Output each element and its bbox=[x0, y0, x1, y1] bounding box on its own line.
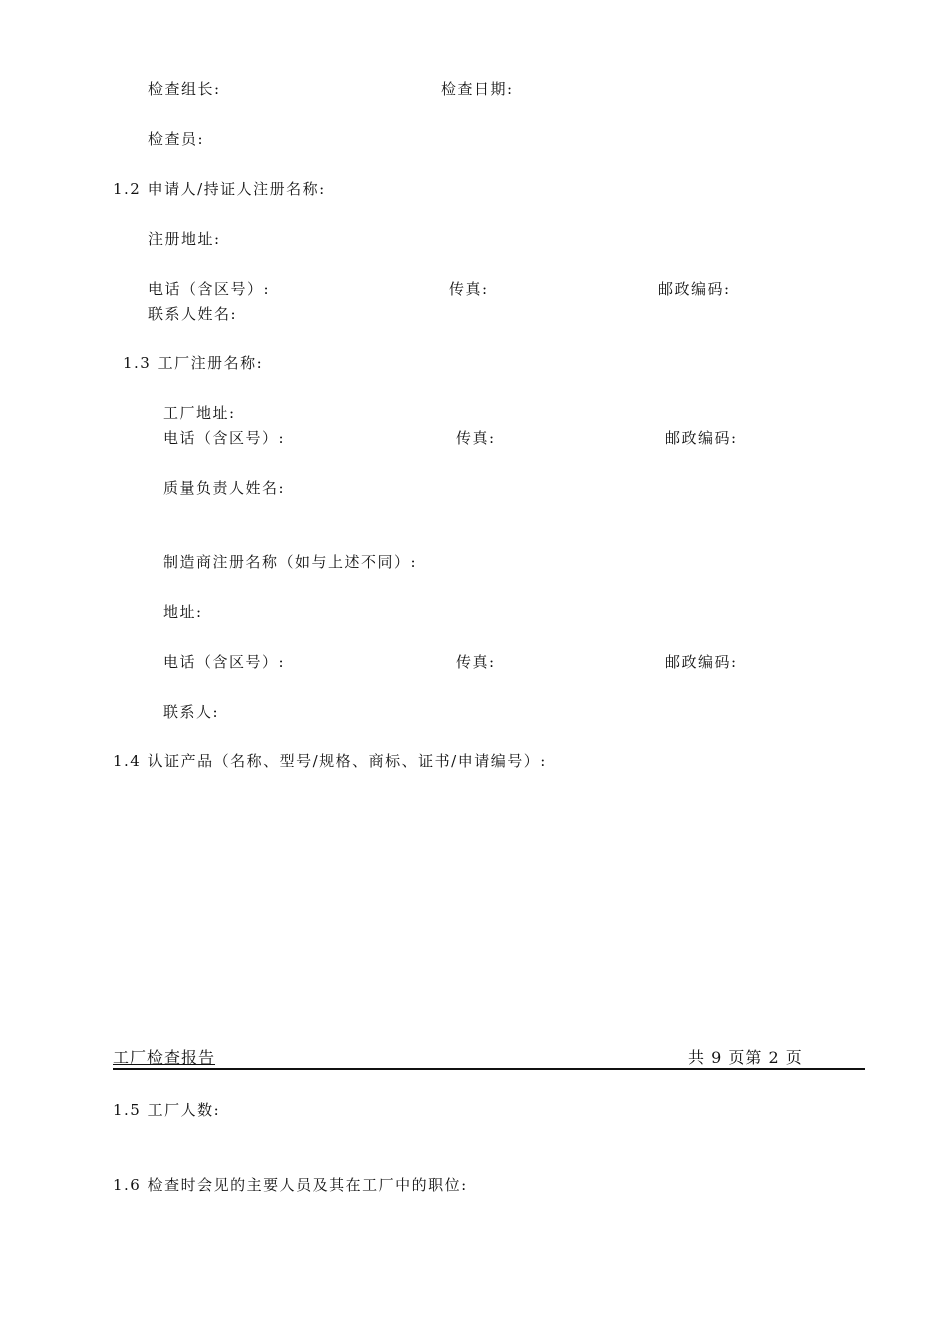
applicant-fax-label: 传真: bbox=[449, 280, 489, 298]
factory-address-label: 工厂地址: bbox=[163, 404, 236, 422]
manufacturer-heading: 制造商注册名称（如与上述不同）: bbox=[163, 553, 418, 571]
applicant-postcode-label: 邮政编码: bbox=[658, 280, 731, 298]
headcount-heading: 1.5 工厂人数: bbox=[113, 1101, 221, 1119]
inspection-leader-label: 检查组长: bbox=[148, 80, 221, 98]
report-title: 工厂检查报告 bbox=[113, 1048, 216, 1067]
page-header bbox=[113, 1046, 865, 1070]
manufacturer-contact-label: 联系人: bbox=[163, 703, 220, 721]
page-number: 共 9 页第 2 页 bbox=[688, 1048, 803, 1067]
manufacturer-phone-label: 电话（含区号）: bbox=[163, 653, 286, 671]
applicant-phone-label: 电话（含区号）: bbox=[148, 280, 271, 298]
product-heading: 1.4 认证产品（名称、型号/规格、商标、证书/申请编号）: bbox=[113, 752, 547, 770]
factory-fax-label: 传真: bbox=[456, 429, 496, 447]
manufacturer-fax-label: 传真: bbox=[456, 653, 496, 671]
factory-phone-label: 电话（含区号）: bbox=[163, 429, 286, 447]
factory-postcode-label: 邮政编码: bbox=[665, 429, 738, 447]
inspector-label: 检查员: bbox=[148, 130, 205, 148]
manufacturer-postcode-label: 邮政编码: bbox=[665, 653, 738, 671]
factory-quality-label: 质量负责人姓名: bbox=[163, 479, 286, 497]
applicant-address-label: 注册地址: bbox=[148, 230, 221, 248]
key-personnel-heading: 1.6 检查时会见的主要人员及其在工厂中的职位: bbox=[113, 1176, 468, 1194]
factory-heading: 1.3 工厂注册名称: bbox=[123, 354, 264, 372]
manufacturer-address-label: 地址: bbox=[163, 603, 203, 621]
inspection-date-label: 检查日期: bbox=[441, 80, 514, 98]
applicant-heading: 1.2 申请人/持证人注册名称: bbox=[113, 180, 326, 198]
applicant-contact-label: 联系人姓名: bbox=[148, 305, 238, 323]
